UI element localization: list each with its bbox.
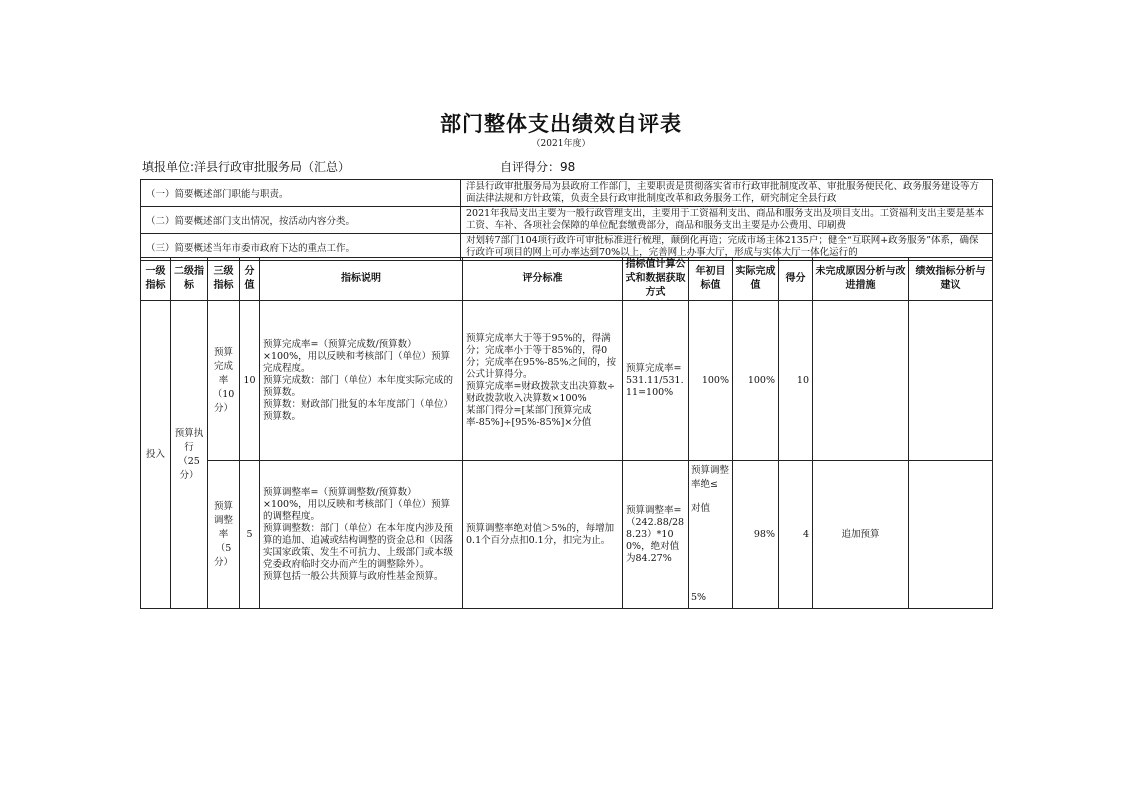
header-analysis: 绩效指标分析与建议 — [909, 258, 993, 301]
lvl1-cell: 投入 — [141, 301, 171, 609]
table-row — [141, 461, 993, 609]
overview-answer: 洋县行政审批服务局为县政府工作部门，主要职责是贯彻落实省市行政审批制度改革、审批服务便民化、政务服务建设等方面法律法规和方针政策，负责全县行政审批制度改革和政务服务工作，研究制定全县行政 — [466, 181, 980, 204]
actual-cell: 98% — [733, 461, 779, 609]
header-target: 年初目标值 — [689, 258, 733, 301]
header-criteria: 评分标准 — [463, 258, 623, 301]
reason-cell: 追加预算 — [813, 461, 909, 609]
target-top: 预算调整率绝≤ — [691, 465, 730, 490]
overview-question: （一）简要概述部门职能与职责。 — [141, 180, 461, 207]
header-lvl2: 二级指标 — [171, 258, 208, 301]
target-mid: 对值 — [691, 503, 711, 514]
header-lvl3: 三级指标 — [208, 258, 240, 301]
page-title: 部门整体支出绩效自评表 — [440, 112, 682, 136]
lvl3-cell: 预算调整率（5分） — [208, 461, 240, 609]
table-row — [141, 301, 993, 461]
header-score-value: 分值 — [240, 258, 260, 301]
analysis-cell — [909, 461, 993, 609]
header-desc: 指标说明 — [260, 258, 463, 301]
year-label: （2021年度） — [531, 139, 591, 149]
overview-answer: 2021年我局支出主要为一般行政管理支出，主要用于工资福利支出、商品和服务支出及项目支出。工资福利支出主要是基本工资、车补、各项社会保障的单位配套缴费部分，商品和服务支出主要是办公费用、印刷费 — [466, 208, 985, 231]
desc-cell: 预算完成率=（预算完成数/预算数）×100%，用以反映和考核部门（单位）预算完成程度。 预算完成数：部门（单位）本年度实际完成的预算数。 预算数：财政部门批复的本年度部门（单位）预算数。 — [260, 301, 463, 461]
overview-row — [141, 180, 993, 207]
value-cell: 5 — [240, 461, 260, 609]
header-actual: 实际完成值 — [733, 258, 779, 301]
target-cell — [689, 461, 733, 609]
target-cell: 100% — [689, 301, 733, 461]
header-lvl1: 一级指标 — [141, 258, 171, 301]
lvl3-cell: 预算完成率（10分） — [208, 301, 240, 461]
desc-cell: 预算调整率=（预算调整数/预算数）×100%，用以反映和考核部门（单位）预算的调整程度。 预算调整数：部门（单位）在本年度内涉及预算的追加、追减或结构调整的资金总和（因落实国家政策、发生不可抗力、上级部门或本级党委政府临时交办而产生的调整除外）。 预算包括一般公共预算与政府性基金预算。 — [260, 461, 463, 609]
overview-question: （三）简要概述当年市委市政府下达的重点工作。 — [141, 234, 461, 261]
score-cell: 10 — [779, 301, 813, 461]
overview-table — [140, 179, 993, 261]
self-score: 自评得分：98 — [500, 160, 576, 174]
criteria-cell: 预算完成率大于等于95%的，得满分；完成率小于等于85%的，得0分；完成率在95%-85%之间的，按公式计算得分。 预算完成率=财政拨款支出决算数÷财政拨款收入决算数×100% 某部门得分=[某部门预算完成率-85%]÷[95%-85%]×分值 — [463, 301, 623, 461]
formula-cell: 预算完成率=531.11/531.11=100% — [623, 301, 689, 461]
analysis-cell — [909, 301, 993, 461]
actual-cell: 100% — [733, 301, 779, 461]
value-cell: 10 — [240, 301, 260, 461]
reason-cell — [813, 301, 909, 461]
formula-cell: 预算调整率=（242.88/288.23）*100%，绝对值为84.27% — [623, 461, 689, 609]
target-bottom: 5% — [691, 592, 707, 603]
header-formula: 指标值计算公式和数据获取方式 — [623, 258, 689, 301]
score-cell: 4 — [779, 461, 813, 609]
criteria-cell: 预算调整率绝对值＞5%的，每增加0.1个百分点扣0.1分，扣完为止。 — [463, 461, 623, 609]
header-row — [141, 258, 993, 301]
overview-row — [141, 207, 993, 234]
lvl2-cell: 预算执行（25分） — [171, 301, 208, 609]
header-reason: 未完成原因分析与改进措施 — [813, 258, 909, 301]
reporting-unit: 填报单位:洋县行政审批服务局（汇总） — [142, 160, 351, 174]
overview-question: （二）简要概述部门支出情况，按活动内容分类。 — [141, 207, 461, 234]
overview-answer: 对划转7部门104项行政许可审批标准进行梳理，颠倒化再造；完成市场主体2135户；健全“互联网+政务服务”体系，确保行政许可项目的网上可办率达到70%以上，完善网上办事大厅，形成与实体大厅一体化运行的 — [466, 235, 979, 258]
header-score: 得分 — [779, 258, 813, 301]
indicator-table — [140, 257, 993, 609]
